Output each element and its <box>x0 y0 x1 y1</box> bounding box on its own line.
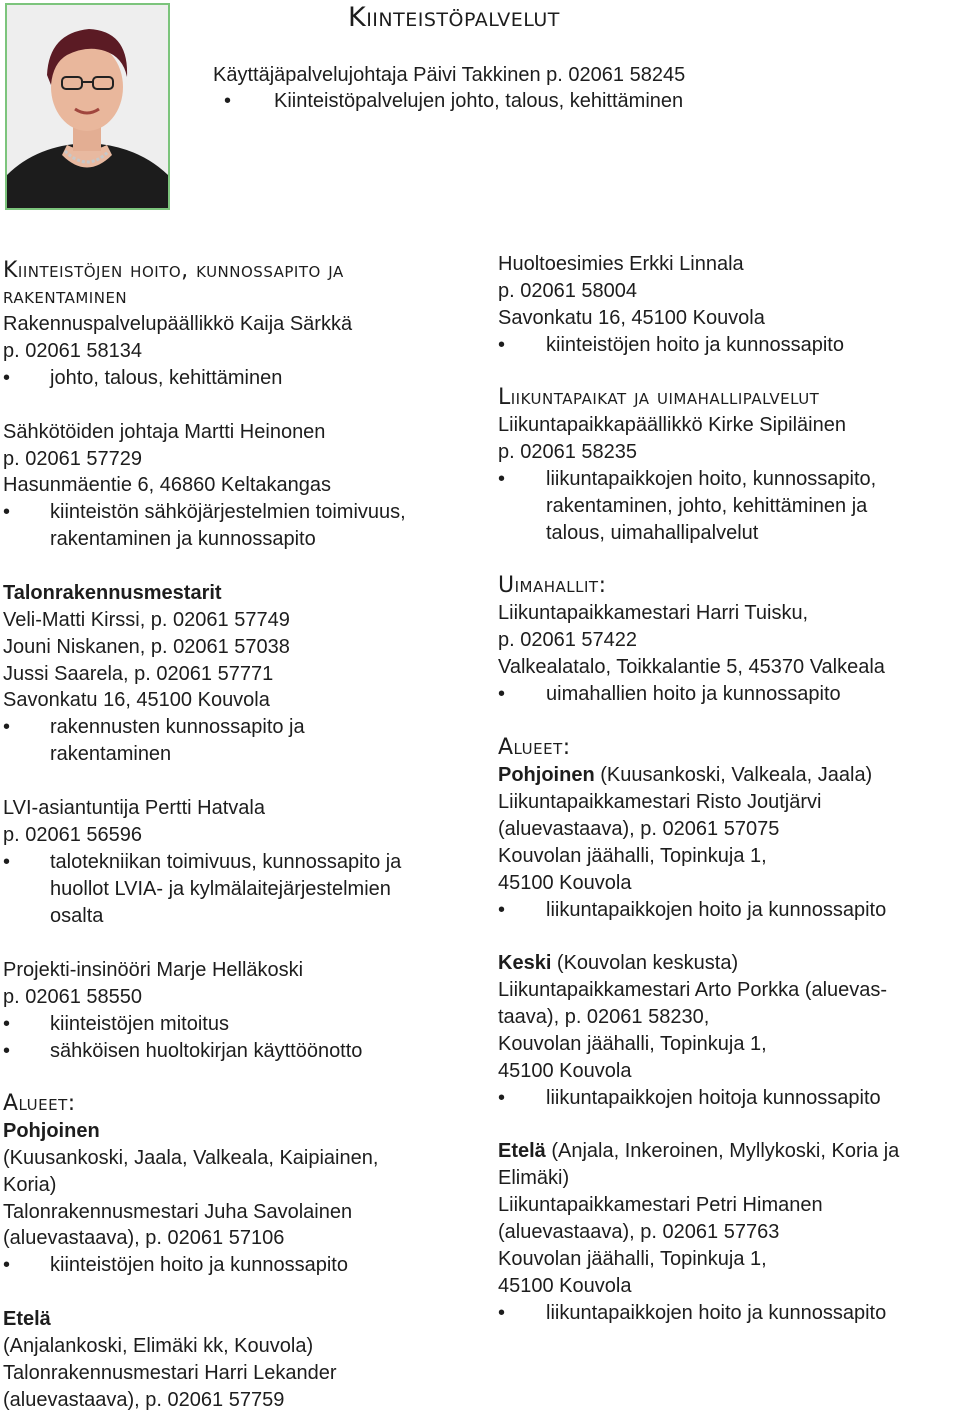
duty-item: kiinteistön sähköjärjestelmien toimivuus, <box>50 501 406 523</box>
phone-line: taava), p. 02061 58230, <box>498 1006 710 1028</box>
subheading-builders: Talonrakennusmestarit <box>3 582 222 604</box>
page-title: Kiinteistöpalvelut <box>348 2 560 33</box>
bullet-icon: • <box>498 1087 506 1109</box>
profile-photo <box>5 3 170 210</box>
area-name-center: Keski <box>498 952 552 974</box>
phone-line: p. 02061 57422 <box>498 629 638 651</box>
duty-item: liikuntapaikkojen hoito, kunnossapito, <box>546 468 877 490</box>
duty-item: liikuntapaikkojen hoito ja kunnossapito <box>546 899 887 921</box>
phone-line: p. 02061 57729 <box>3 448 143 470</box>
bullet-icon: • <box>3 1040 11 1062</box>
duty-item-cont: huollot LVIA- ja kylmälaitejärjestelmien <box>50 878 391 900</box>
section-heading-maintenance: Kiinteistöjen hoito, kunnossapito ja <box>3 258 344 283</box>
phone-line: (aluevastaava), p. 02061 57763 <box>498 1221 780 1243</box>
section-heading-maintenance-cont: rakentaminen <box>3 284 128 309</box>
phone-line: p. 02061 58235 <box>498 441 638 463</box>
duty-item: rakennusten kunnossapito ja <box>50 716 305 738</box>
contact-line: Jouni Niskanen, p. 02061 57038 <box>3 636 290 658</box>
contact-line: Veli-Matti Kirssi, p. 02061 57749 <box>3 609 290 631</box>
duty-item-cont: rakentaminen, johto, kehittäminen ja <box>546 495 868 517</box>
area-description-cont: Elimäki) <box>498 1167 570 1189</box>
address-line: Hasunmäentie 6, 46860 Keltakangas <box>3 474 332 496</box>
bullet-icon: • <box>498 334 506 356</box>
contact-line: Talonrakennusmestari Harri Lekander <box>3 1362 337 1384</box>
duty-item: talotekniikan toimivuus, kunnossapito ja <box>50 851 402 873</box>
duty-item-cont: osalta <box>50 905 104 927</box>
area-name-north: Pohjoinen <box>498 764 595 786</box>
contact-line: Liikuntapaikkamestari Harri Tuisku, <box>498 602 809 624</box>
address-line: Valkealatalo, Toikkalantie 5, 45370 Valkeala <box>498 656 885 678</box>
bullet-icon: • <box>498 899 506 921</box>
address-line: Kouvolan jäähalli, Topinkuja 1, <box>498 1033 767 1055</box>
section-heading-pools: Uimahallit: <box>498 573 607 598</box>
address-line: Savonkatu 16, 45100 Kouvola <box>498 307 765 329</box>
duty-item-cont: rakentaminen ja kunnossapito <box>50 528 316 550</box>
contact-line: Talonrakennusmestari Juha Savolainen <box>3 1201 353 1223</box>
contact-line: Liikuntapaikkamestari Risto Joutjärvi <box>498 791 822 813</box>
person-portrait-icon <box>7 5 168 208</box>
phone-line: (aluevastaava), p. 02061 57075 <box>498 818 780 840</box>
phone-line: (aluevastaava), p. 02061 57106 <box>3 1227 285 1249</box>
phone-line: p. 02061 56596 <box>3 824 143 846</box>
phone-line: p. 02061 58550 <box>3 986 143 1008</box>
duty-item: johto, talous, kehittäminen <box>50 367 283 389</box>
area-description: (Kouvolan keskusta) <box>551 952 739 974</box>
address-line: Kouvolan jäähalli, Topinkuja 1, <box>498 845 767 867</box>
contact-line: Liikuntapaikkamestari Petri Himanen <box>498 1194 823 1216</box>
section-heading-areas: Alueet: <box>3 1091 76 1116</box>
duty-item-cont: talous, uimahallipalvelut <box>546 522 759 544</box>
address-line-cont: 45100 Kouvola <box>498 1060 632 1082</box>
address-line: Kouvolan jäähalli, Topinkuja 1, <box>498 1248 767 1270</box>
director-contact: Käyttäjäpalvelujohtaja Päivi Takkinen p. 02061 58245 <box>213 64 686 86</box>
bullet-icon: • <box>224 90 232 112</box>
contact-line: Liikuntapaikkapäällikkö Kirke Sipiläinen <box>498 414 846 436</box>
duty-item: kiinteistöjen hoito ja kunnossapito <box>50 1254 348 1276</box>
contact-line: Rakennuspalvelupäällikkö Kaija Särkkä <box>3 313 353 335</box>
duty-item: kiinteistöjen hoito ja kunnossapito <box>546 334 844 356</box>
bullet-icon: • <box>3 851 11 873</box>
contact-line: Projekti-insinööri Marje Helläkoski <box>3 959 304 981</box>
bullet-icon: • <box>498 1302 506 1324</box>
area-description: (Kuusankoski, Jaala, Valkeala, Kaipiainen, <box>3 1147 379 1169</box>
address-line: Savonkatu 16, 45100 Kouvola <box>3 689 270 711</box>
area-description: (Anjalankoski, Elimäki kk, Kouvola) <box>3 1335 314 1357</box>
area-description: (Anjala, Inkeroinen, Myllykoski, Koria ja <box>545 1140 900 1162</box>
area-name-south: Etelä <box>3 1308 51 1330</box>
duty-item: uimahallien hoito ja kunnossapito <box>546 683 841 705</box>
director-duties: Kiinteistöpalvelujen johto, talous, kehittäminen <box>274 90 684 112</box>
duty-item: liikuntapaikkojen hoitoja kunnossapito <box>546 1087 881 1109</box>
contact-line: Huoltoesimies Erkki Linnala <box>498 253 744 275</box>
section-heading-sports: Liikuntapaikat ja uimahallipalvelut <box>498 385 820 410</box>
section-heading-areas-right: Alueet: <box>498 735 571 760</box>
duty-item: liikuntapaikkojen hoito ja kunnossapito <box>546 1302 887 1324</box>
duty-item-cont: rakentaminen <box>50 743 172 765</box>
area-description-cont: Koria) <box>3 1174 57 1196</box>
bullet-icon: • <box>3 501 11 523</box>
area-name-south: Etelä <box>498 1140 546 1162</box>
bullet-icon: • <box>3 716 11 738</box>
phone-line: (aluevastaava), p. 02061 57759 <box>3 1389 285 1411</box>
bullet-icon: • <box>3 1013 11 1035</box>
bullet-icon: • <box>498 468 506 490</box>
contact-line: Sähkötöiden johtaja Martti Heinonen <box>3 421 326 443</box>
phone-line: p. 02061 58134 <box>3 340 143 362</box>
address-line-cont: 45100 Kouvola <box>498 872 632 894</box>
contact-line: LVI-asiantuntija Pertti Hatvala <box>3 797 265 819</box>
address-line-cont: 45100 Kouvola <box>498 1275 632 1297</box>
area-line-north <box>498 762 872 788</box>
area-line-south <box>498 1138 899 1164</box>
bullet-icon: • <box>498 683 506 705</box>
bullet-icon: • <box>3 1254 11 1276</box>
bullet-icon: • <box>3 367 11 389</box>
phone-line: p. 02061 58004 <box>498 280 638 302</box>
area-name-north: Pohjoinen <box>3 1120 100 1142</box>
area-description: (Kuusankoski, Valkeala, Jaala) <box>594 764 873 786</box>
area-line-center <box>498 950 738 976</box>
contact-line: Jussi Saarela, p. 02061 57771 <box>3 663 274 685</box>
contact-line: Liikuntapaikkamestari Arto Porkka (aluevas- <box>498 979 888 1001</box>
duty-item: kiinteistöjen mitoitus <box>50 1013 229 1035</box>
duty-item: sähköisen huoltokirjan käyttöönotto <box>50 1040 363 1062</box>
